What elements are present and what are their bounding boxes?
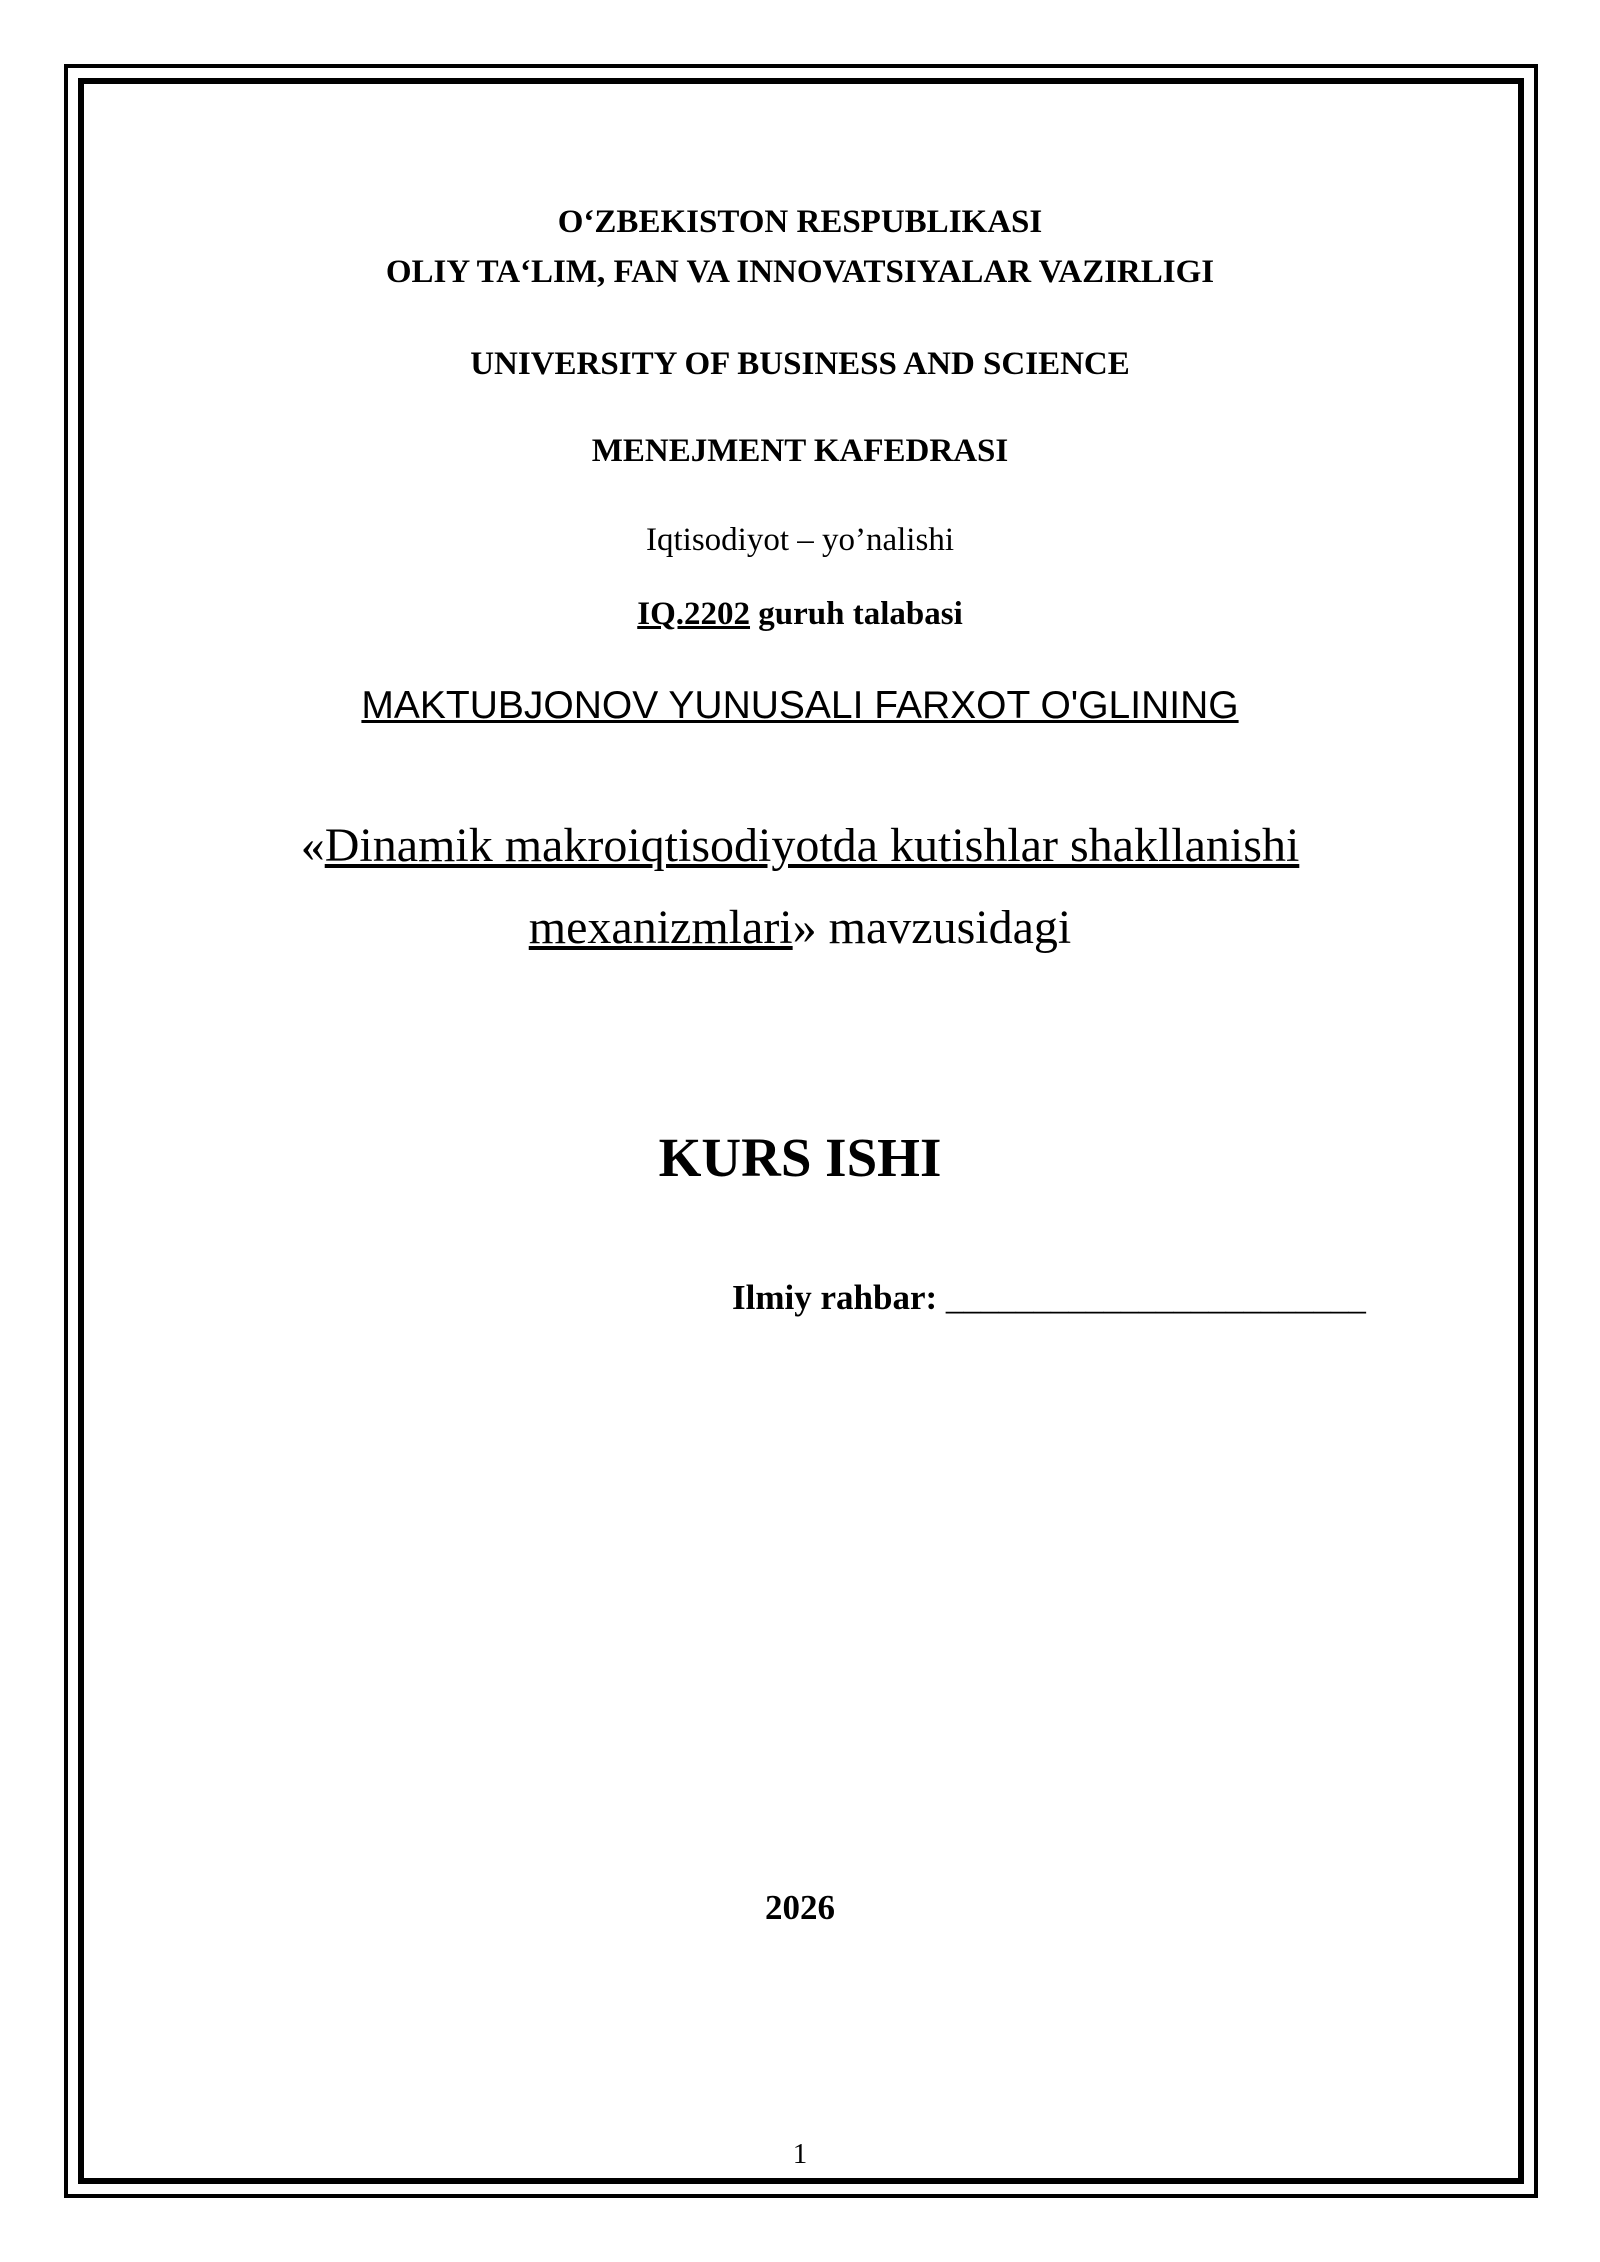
direction-line: Iqtisodiyot – yo’nalishi [646,522,954,558]
topic-open-quote: « [300,819,325,872]
group-line [0,596,1600,633]
topic-line-2 [0,900,1600,955]
supervisor-blank: ________________________ [945,1278,1366,1317]
topic-close-quote: » [792,901,817,954]
republic-heading: O‘ZBEKISTON RESPUBLIKASI [557,204,1043,240]
topic-title-part2: mexanizmlari [528,901,793,954]
student-name: MAKTUBJONOV YUNUSALI FARXOT O'GLINING [361,684,1239,727]
topic-line-1 [0,818,1600,873]
topic-suffix: mavzusidagi [816,901,1072,954]
work-type-title: KURS ISHI [658,1127,942,1188]
university-name: UNIVERSITY OF BUSINESS AND SCIENCE [470,346,1130,382]
page-number: 1 [792,2138,808,2170]
year: 2026 [765,1888,835,1927]
ministry-heading: OLIY TA‘LIM, FAN VA INNOVATSIYALAR VAZIRLIGI [385,254,1215,290]
group-code: IQ.2202 [637,596,751,632]
group-suffix: guruh talabasi [750,596,963,632]
supervisor-label: Ilmiy rahbar: [732,1278,938,1317]
topic-title-part1: Dinamik makroiqtisodiyotda kutishlar shakllanishi [324,819,1300,872]
supervisor-line [732,1278,1366,1318]
department-name: MENEJMENT KAFEDRASI [591,433,1009,469]
